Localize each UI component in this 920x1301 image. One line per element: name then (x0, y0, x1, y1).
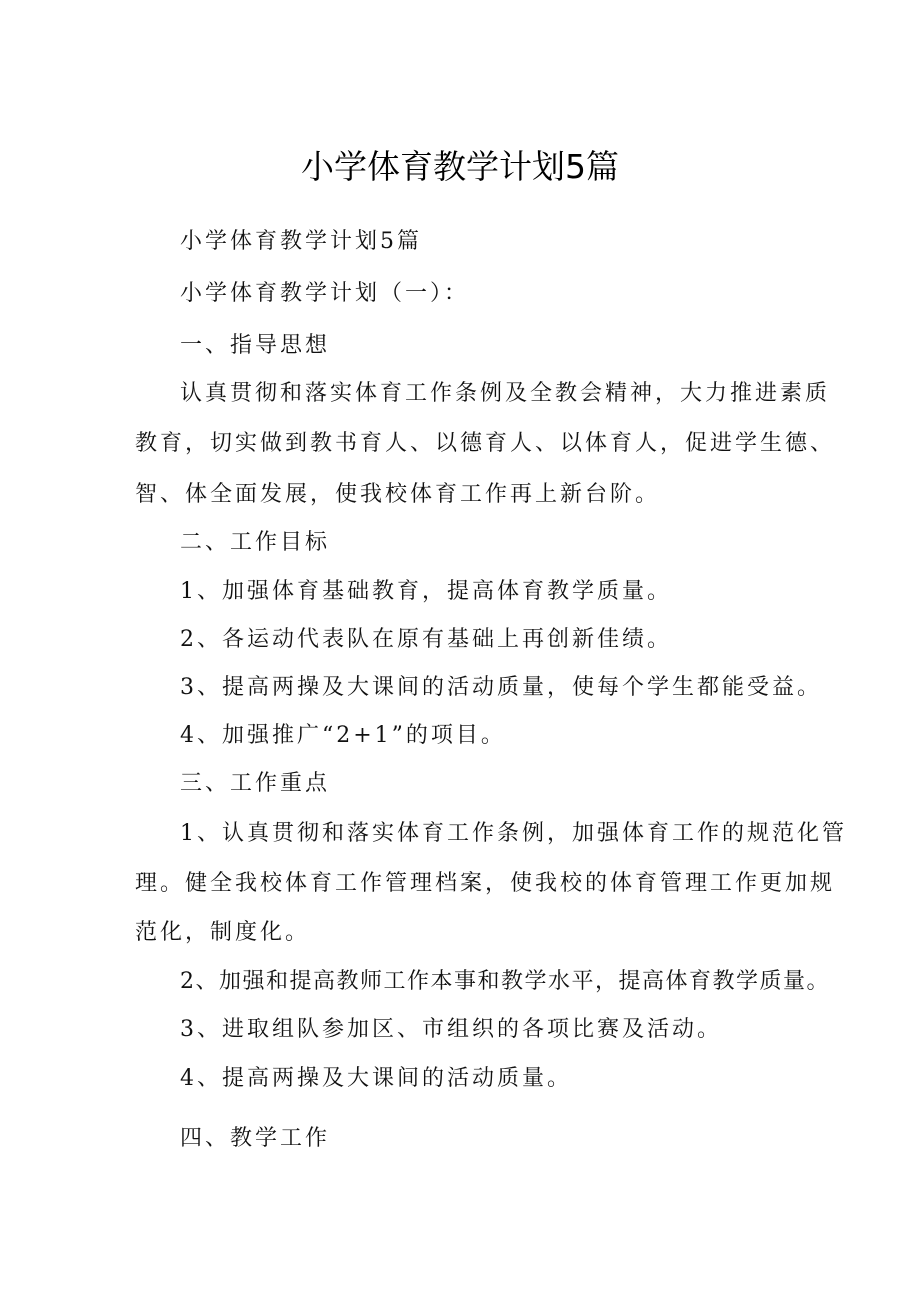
paragraph-line: 范化，制度化。 (135, 920, 311, 945)
paragraph-line: 理。健全我校体育工作管理档案，使我校的体育管理工作更加规 (135, 871, 836, 896)
list-item: 4、提高两操及大课间的活动质量。 (180, 1066, 572, 1091)
list-item: 1、加强体育基础教育，提高体育教学质量。 (180, 579, 672, 604)
list-item: 3、进取组队参加区、市组织的各项比赛及活动。 (180, 1017, 722, 1042)
section-heading-teaching-work: 四、教学工作 (180, 1126, 331, 1151)
section-heading-work-focus: 三、工作重点 (180, 771, 331, 796)
list-item: 4、加强推广“2+1”的项目。 (180, 723, 506, 748)
paragraph-line: 教育，切实做到教书育人、以德育人、以体育人，促进学生德、 (135, 431, 836, 456)
document-title: 小学体育教学计划5篇 (301, 147, 619, 186)
list-item: 2、各运动代表队在原有基础上再创新佳绩。 (180, 627, 672, 652)
paragraph-line: 智、体全面发展，使我校体育工作再上新台阶。 (135, 482, 661, 507)
section-heading-guiding-ideology: 一、指导思想 (180, 333, 331, 358)
list-item: 2、加强和提高教师工作本事和教学水平，提高体育教学质量。 (180, 969, 830, 994)
paragraph-line: 1、认真贯彻和落实体育工作条例，加强体育工作的规范化管 (180, 821, 847, 846)
subtitle: 小学体育教学计划5篇 (180, 229, 422, 254)
list-item: 3、提高两操及大课间的活动质量，使每个学生都能受益。 (180, 675, 822, 700)
paragraph-line: 认真贯彻和落实体育工作条例及全教会精神，大力推进素质 (180, 381, 831, 406)
section-heading-work-goals: 二、工作目标 (180, 530, 331, 555)
section-intro: 小学体育教学计划（一）： (180, 281, 470, 306)
